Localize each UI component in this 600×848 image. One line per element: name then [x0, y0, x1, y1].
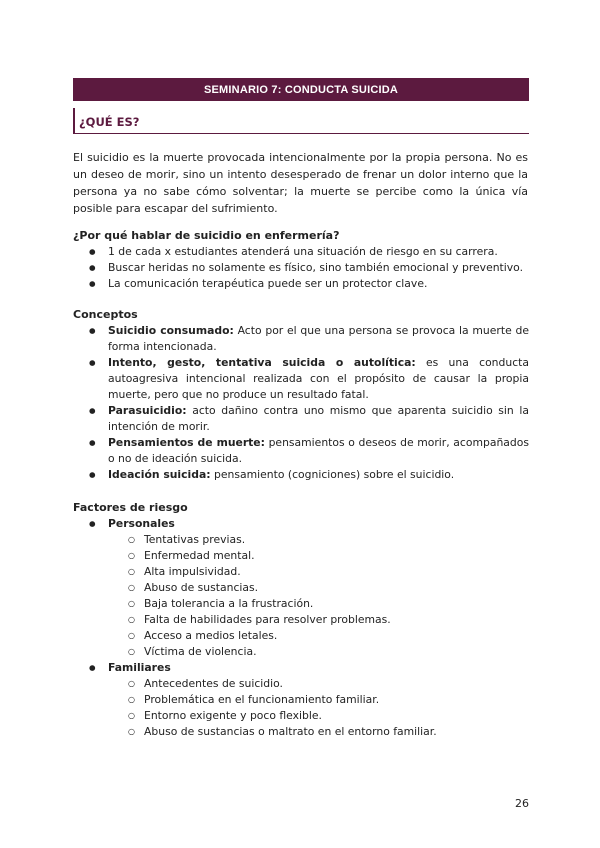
concept-desc: es una conducta autoagresiva intencional realizada con el propósito de causar la propia muerte, pero que no produce un resultado fatal. — [108, 356, 529, 401]
list-item: ○ Falta de habilidades para resolver problemas. — [73, 612, 529, 628]
concept-desc: pensamiento (cogniciones) sobre el suicidio. — [210, 468, 455, 481]
list-item: ● La comunicación terapéutica puede ser un protector clave. — [73, 276, 529, 292]
personal-factors-list — [73, 532, 529, 660]
risk-groups — [73, 516, 529, 532]
concept-term: Intento, gesto, tentativa suicida o autolítica: — [108, 356, 416, 369]
list-item: ○ Víctima de violencia. — [73, 644, 529, 660]
risk-group-personal — [73, 516, 529, 532]
list-item: ○ Abuso de sustancias o maltrato en el entorno familiar. — [73, 724, 529, 740]
section-title: ¿QUÉ ES? — [73, 108, 529, 134]
concept-item — [73, 403, 529, 435]
concepts-heading: Conceptos — [73, 308, 138, 321]
concept-term: Suicidio consumado: — [108, 324, 234, 337]
family-factors-list — [73, 676, 529, 740]
risk-section — [73, 500, 529, 740]
concepts-list — [73, 323, 529, 483]
section-banner: SEMINARIO 7: CONDUCTA SUICIDA — [73, 78, 529, 101]
concepts-section — [73, 307, 529, 483]
list-item: ○ Baja tolerancia a la frustración. — [73, 596, 529, 612]
list-item: ○ Entorno exigente y poco flexible. — [73, 708, 529, 724]
list-item: ○ Problemática en el funcionamiento familiar. — [73, 692, 529, 708]
why-list — [73, 244, 529, 292]
risk-heading: Factores de riesgo — [73, 501, 188, 514]
list-item: ○ Acceso a medios letales. — [73, 628, 529, 644]
concept-desc: acto dañino contra uno mismo que aparenta suicidio sin la intención de morir. — [108, 404, 529, 433]
risk-group-label: Personales — [108, 517, 175, 530]
risk-groups-2 — [73, 660, 529, 676]
list-item: ○ Alta impulsividad. — [73, 564, 529, 580]
list-item: ○ Antecedentes de suicidio. — [73, 676, 529, 692]
concept-term: Pensamientos de muerte: — [108, 436, 265, 449]
risk-group-family — [73, 660, 529, 676]
list-item: ○ Tentativas previas. — [73, 532, 529, 548]
concept-desc: pensamientos o deseos de morir, acompañados o no de ideación suicida. — [108, 436, 529, 465]
list-item: ● Buscar heridas no solamente es físico, sino también emocional y preventivo. — [73, 260, 529, 276]
concept-desc: Acto por el que una persona se provoca la muerte de forma intencionada. — [108, 324, 529, 353]
risk-group-label: Familiares — [108, 661, 171, 674]
concept-term: Parasuicidio: — [108, 404, 187, 417]
concept-item — [73, 467, 529, 483]
concept-item — [73, 355, 529, 403]
concept-term: Ideación suicida: — [108, 468, 211, 481]
page-number: 26 — [515, 797, 529, 810]
why-section — [73, 228, 529, 292]
intro-paragraph: El suicidio es la muerte provocada intencionalmente por la propia persona. No es un deseo de morir, sino un intento desesperado de frenar un dolor interno que la persona ya no sabe cómo solventar; la muerte se percibe como la única vía posible para escapar del sufrimiento. — [73, 151, 528, 215]
list-item: ○ Enfermedad mental. — [73, 548, 529, 564]
list-item: ● 1 de cada x estudiantes atenderá una situación de riesgo en su carrera. — [73, 244, 529, 260]
concept-item — [73, 323, 529, 355]
why-heading: ¿Por qué hablar de suicidio en enfermería? — [73, 229, 340, 242]
concept-item — [73, 435, 529, 467]
list-item: ○ Abuso de sustancias. — [73, 580, 529, 596]
